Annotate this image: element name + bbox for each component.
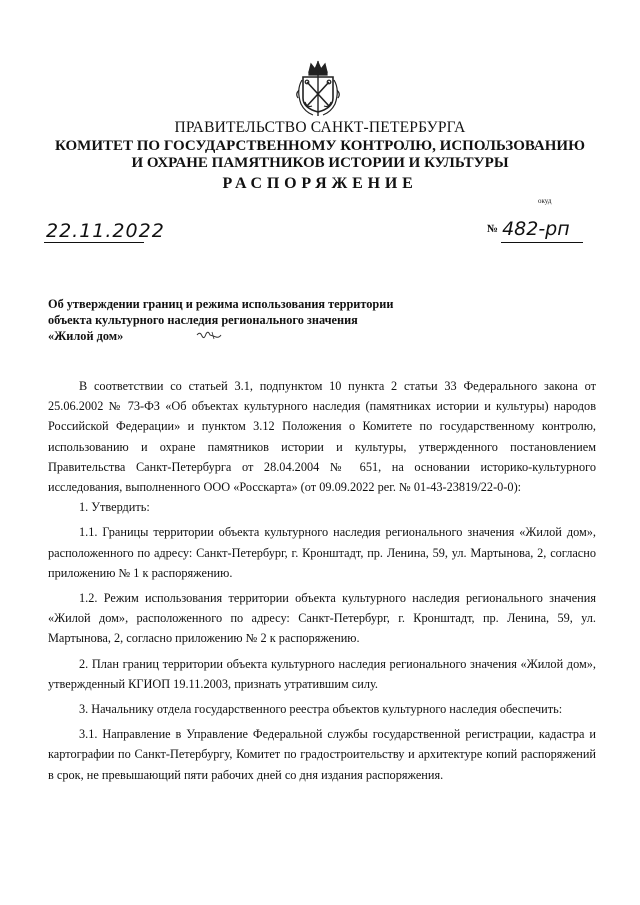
government-title: ПРАВИТЕЛЬСТВО САНКТ-ПЕТЕРБУРГА xyxy=(174,119,466,136)
paragraph-item-3-1: 3.1. Направление в Управление Федеральной службы государственной регистрации, кадастра и картографии по Санкт-Петербургу, Комитет по градостроительству и архитектуре копий распоряжений в срок, не превышающий пяти рабочих дней со дня издания распоряжения. xyxy=(48,727,596,782)
document-type: РАСПОРЯЖЕНИЕ xyxy=(222,175,418,192)
handwritten-mark-icon xyxy=(196,329,222,341)
committee-title-line-2: И ОХРАНЕ ПАМЯТНИКОВ ИСТОРИИ И КУЛЬТУРЫ xyxy=(131,155,509,171)
paragraph-item-2: 2. План границ территории объекта культурного наследия регионального значения «Жилой дом», утвержденный КГИОП 19.11.2003, признать утратившим силу. xyxy=(48,656,596,691)
subject-line-1: Об утверждении границ и режима использования территории xyxy=(48,297,394,311)
paragraph-preamble: В соответствии со статьей 3.1, подпунктом 10 пункта 2 статьи 33 Федерального закона от 25.06.2002 № 73-ФЗ «Об объектах культурного наследия (памятниках истории и культуры) народов Российской Федерации» и пунктом 3.12 Положения о Комитете по государственному контролю, использованию и охране памятников истории и культуры, утвержденного постановлением Правительства Санкт-Петербурга от 28.04.2004 № 651, на основании историко-культурного исследования, выполненного ООО «Росскарта» (от 09.09.2022 рег. № 01-43-23819/22-0-0): xyxy=(48,379,596,495)
committee-title xyxy=(0,138,640,172)
number-sign: № xyxy=(487,223,499,235)
document-body xyxy=(48,376,596,785)
coat-of-arms-icon xyxy=(293,60,343,118)
paragraph-item-3: 3. Начальнику отдела государственного реестра объектов культурного наследия обеспечить: xyxy=(79,702,563,717)
document-date: 22.11.2022 xyxy=(46,220,165,242)
paragraph-item-1-1: 1.1. Границы территории объекта культурного наследия регионального значения «Жилой дом», расположенного по адресу: Санкт-Петербург, г. Кронштадт, пр. Ленина, 59, ул. Мартынова, 2, согласно приложению № 1 к распоряжению. xyxy=(48,525,596,580)
date-underline xyxy=(44,242,144,243)
number-underline xyxy=(501,242,583,243)
paragraph-item-1-2: 1.2. Режим использования территории объекта культурного наследия регионального значения «Жилой дом», расположенного по адресу: Санкт-Петербург, г. Кронштадт, пр. Ленина, 59, ул. Мартынова, 2, согласно приложению № 2 к распоряжению. xyxy=(48,591,596,646)
document-number-block xyxy=(487,218,570,240)
document-subject xyxy=(48,296,448,344)
subject-line-3: «Жилой дом» xyxy=(48,329,124,343)
subject-line-2: объекта культурного наследия регионального значения xyxy=(48,313,358,327)
committee-title-line-1: КОМИТЕТ ПО ГОСУДАРСТВЕННОМУ КОНТРОЛЮ, ИСПОЛЬЗОВАНИЮ xyxy=(55,138,585,154)
document-number: 482-рп xyxy=(502,218,570,240)
paragraph-item-1: 1. Утвердить: xyxy=(79,500,150,515)
okud-label: окуд xyxy=(538,197,552,205)
